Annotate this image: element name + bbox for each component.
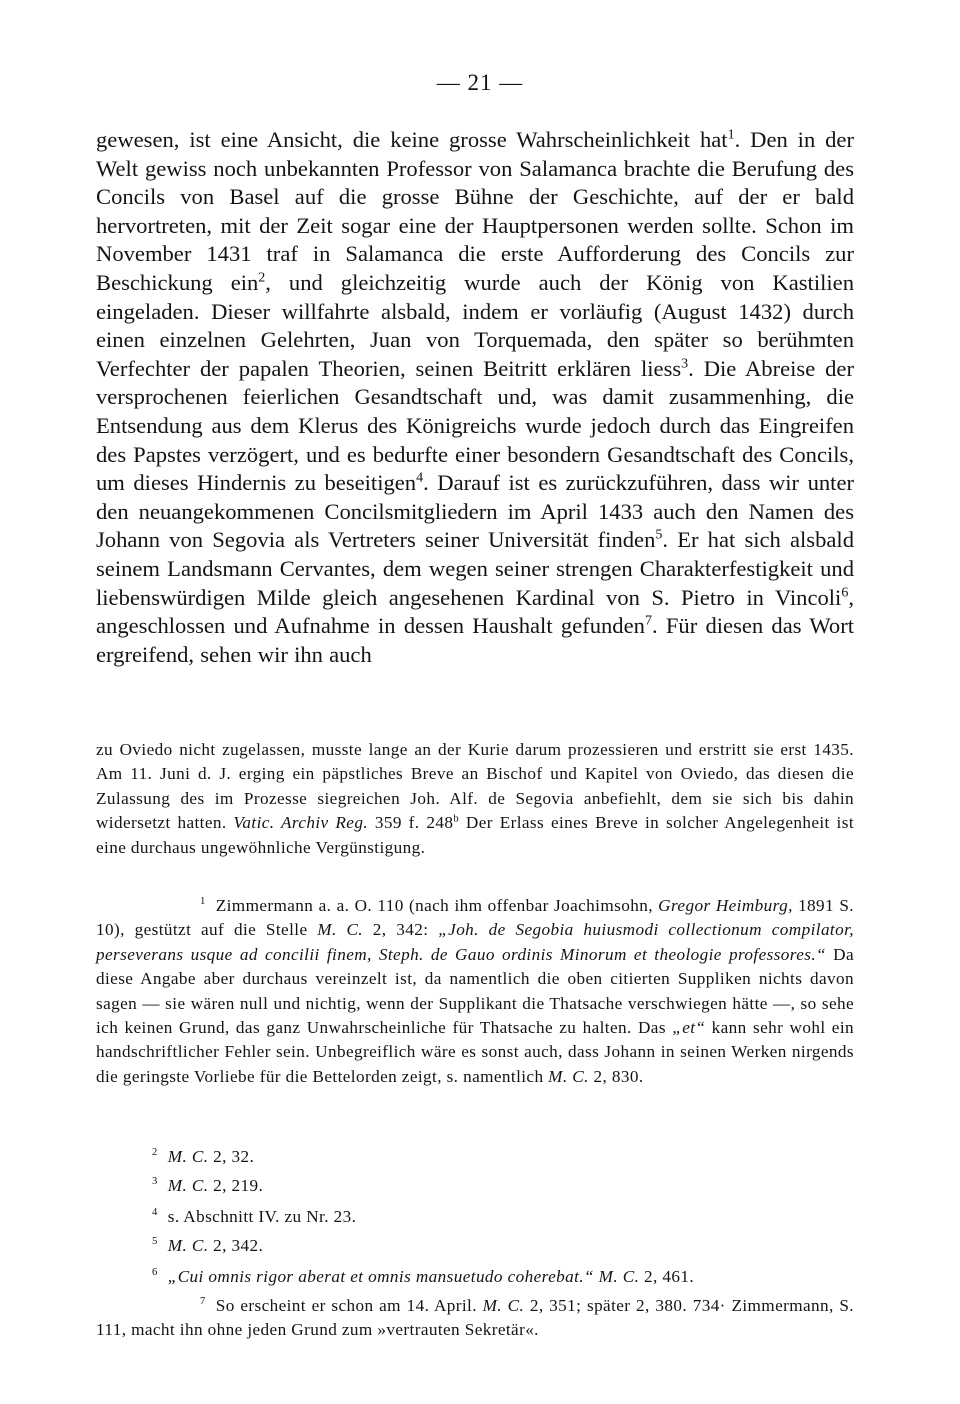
note-italic: M. C.	[598, 1267, 640, 1286]
footnote-ref-1: 1	[727, 127, 735, 143]
note-text: So erscheint er schon am 14. April.	[215, 1296, 483, 1315]
continued-footnote	[96, 738, 854, 860]
footnote-3: 3 M. C. 2, 219.	[152, 1176, 264, 1195]
note-italic: M. C.	[482, 1296, 525, 1315]
body-text: . Den in der Welt gewiss noch unbekannten Professor von Salamanca brachte die Berufung des Concils von Basel auf die grosse Bühne der Geschichte, auf der er bald hervortreten, mit der Zeit sogar eine der Hauptpersonen werden sollte. Schon im November 1431 traf in Salamanca die erste Aufforderung des Concils zur Beschickung ein	[96, 127, 854, 295]
note-italic: „et“	[672, 1018, 706, 1038]
body-text: . Für diesen das Wort ergreifend, sehen wir ihn auch	[96, 613, 855, 667]
note-text: s. Abschnitt IV. zu Nr. 23.	[167, 1207, 357, 1226]
note-italic: M. C.	[548, 1066, 589, 1086]
note-text: 2, 461.	[639, 1267, 695, 1286]
footnote-ref-5: 5	[655, 527, 663, 543]
note-text: Der Erlass eines Breve in solcher Angelegenheit ist eine durchaus ungewöhnliche Vergünstigung.	[96, 813, 854, 857]
body-text: . Er hat sich alsbald seinem Landsmann Cervantes, dem wegen seiner strengen Charakterfestigkeit und liebenswürdigen Milde gleich angesehenen Kardinal von S. Pietro in Vincoli	[96, 527, 855, 610]
note-text: 2, 219.	[208, 1176, 264, 1195]
note-italic: „Joh. de Segobia huiusmodi collectionum compilator, perseverans usque ad concilii finem, Steph. de Gauo ordinis Minorum et theologie professores.“	[96, 920, 854, 964]
footnote-2: 2 M. C. 2, 32.	[152, 1147, 255, 1166]
body-text: gewesen, ist eine Ansicht, die keine grosse Wahrscheinlichkeit hat	[96, 127, 728, 152]
note-text: 1891 S. 10), gestützt auf die Stelle	[96, 896, 854, 940]
body-text: . Die Abreise der versprochenen feierlichen Gesandtschaft und, was damit zusammenhing, die Entsendung aus dem Klerus des Königreichs wurde jedoch durch das Eingreifen des Papstes verzögert, und es bedurfte einer besondern Gesandtschaft des Concils, um dieses Hindernis zu beseitigen	[96, 355, 854, 496]
note-text: zu Oviedo nicht zugelassen, musste lange an der Kurie darum prozessieren und erstritt sie erst 1435. Am 11. Juni d. J. erging ein päpstliches Breve an Bischof und Kapitel von Oviedo, das diesen die Zulassung des im Prozesse siegreichen Joh. Alf. de Segovia anbefiehlt, dem sie sich bis dahin widersetzt hatten.	[96, 740, 854, 833]
note-text: 2, 351; später 2, 380. 734· Zimmermann, S. 111, macht ihn ohne jeden Grund zum »vertrauten Sekretär«.	[96, 1296, 854, 1340]
note-italic: Vatic. Archiv Reg.	[233, 813, 369, 833]
footnote-ref-7: 7	[644, 613, 652, 629]
note-italic: Gregor Heimburg,	[658, 896, 793, 915]
footnote-1: 1 Zimmermann a. a. O. 110 (nach ihm offenbar Joachimsohn, Gregor Heimburg, 1891 S. 10), gestützt auf die Stelle M. C. 2, 342: „Joh. de Segobia huiusmodi collectionum compilator, perseverans usque ad concilii finem, Steph. de Gauo ordinis Minorum et theologie professores.“ Da diese Angabe aber durchaus vereinzelt ist, da namentlich die oben citierten Suppliken nichts davon sagen — sie wären null und nichtig, wenn der Supplikant die Thatsache verschwiegen hätte —, so sehe ich keinen Grund, das ganz Unwahrscheinliche für Thatsache zu halten. Das „et“ kann sehr wohl ein handschriftlicher Fehler sein. Unbegreiflich wäre es sonst auch, dass Johann in seinen Werken nirgends die geringste Vorliebe für die Bettelorden zeigt, s. namentlich M. C. 2, 830.	[96, 896, 854, 1086]
note-text: Da diese Angabe aber durchaus vereinzelt ist, da namentlich die oben citierten Suppliken nichts davon sagen — sie wären null und nichtig, wenn der Supplikant die Thatsache verschwiegen hätte —, so sehe ich keinen Grund, das ganz Unwahrscheinliche für Thatsache zu halten. Das	[96, 944, 854, 1038]
note-text: 2, 32.	[208, 1147, 255, 1166]
note-text: Zimmermann a. a. O. 110 (nach ihm offenbar Joachimsohn,	[215, 896, 659, 915]
footnote-6: 6 „Cui omnis rigor aberat et omnis mansuetudo coherebat.“ M. C. 2, 461.	[152, 1267, 695, 1286]
footnote-ref-2: 2	[258, 270, 266, 286]
page-number: — 21 —	[436, 70, 524, 95]
note-text: 2, 830.	[588, 1066, 644, 1086]
footnote-5: 5 M. C. 2, 342.	[152, 1236, 264, 1255]
note-italic: M. C.	[167, 1176, 209, 1195]
note-italic: „Cui omnis rigor aberat et omnis mansuetudo coherebat.“	[167, 1267, 594, 1286]
note-text: 2, 342.	[208, 1236, 264, 1255]
body-paragraph	[96, 126, 854, 669]
footnote-7: 7 So erscheint er schon am 14. April. M. C. 2, 351; später 2, 380. 734· Zimmermann, S. 111, macht ihn ohne jeden Grund zum »vertrauten Sekretär«.	[96, 1296, 854, 1340]
body-text: , und gleichzeitig wurde auch der König von Kastilien eingeladen. Dieser willfahrte alsbald, indem er vorläufig (August 1432) durch einen einzelnen Gelehrten, Juan von Torquemada, den später so berühmten Verfechter der papalen Theorien, seinen Beitritt erklären liess	[96, 269, 854, 381]
footnote-ref-4: 4	[416, 470, 424, 486]
note-text: kann sehr wohl ein handschriftlicher Fehler sein. Unbegreiflich wäre es sonst auch, dass Johann in seinen Werken nirgends die geringste Vorliebe für die Bettelorden zeigt, s. namentlich	[96, 1018, 854, 1086]
body-text: . Darauf ist es zurückzuführen, dass wir unter den neuangekommenen Concilsmitgliedern im April 1433 auch den Namen des Johann von Segovia als Vertreters seiner Universität finden	[96, 470, 854, 553]
body-text: , angeschlossen und Aufnahme in dessen Haushalt gefunden	[96, 584, 854, 639]
note-text: 359 f. 248	[368, 813, 454, 833]
note-italic: M. C.	[167, 1236, 209, 1255]
footnote-4: 4 s. Abschnitt IV. zu Nr. 23.	[152, 1207, 357, 1226]
note-text: 2, 342:	[363, 920, 439, 940]
footnote-ref-6: 6	[841, 584, 849, 600]
note-italic: M. C.	[167, 1147, 209, 1166]
note-italic: M. C.	[317, 920, 364, 940]
footnote-ref-3: 3	[681, 356, 689, 372]
note-superscript: b	[453, 813, 460, 825]
